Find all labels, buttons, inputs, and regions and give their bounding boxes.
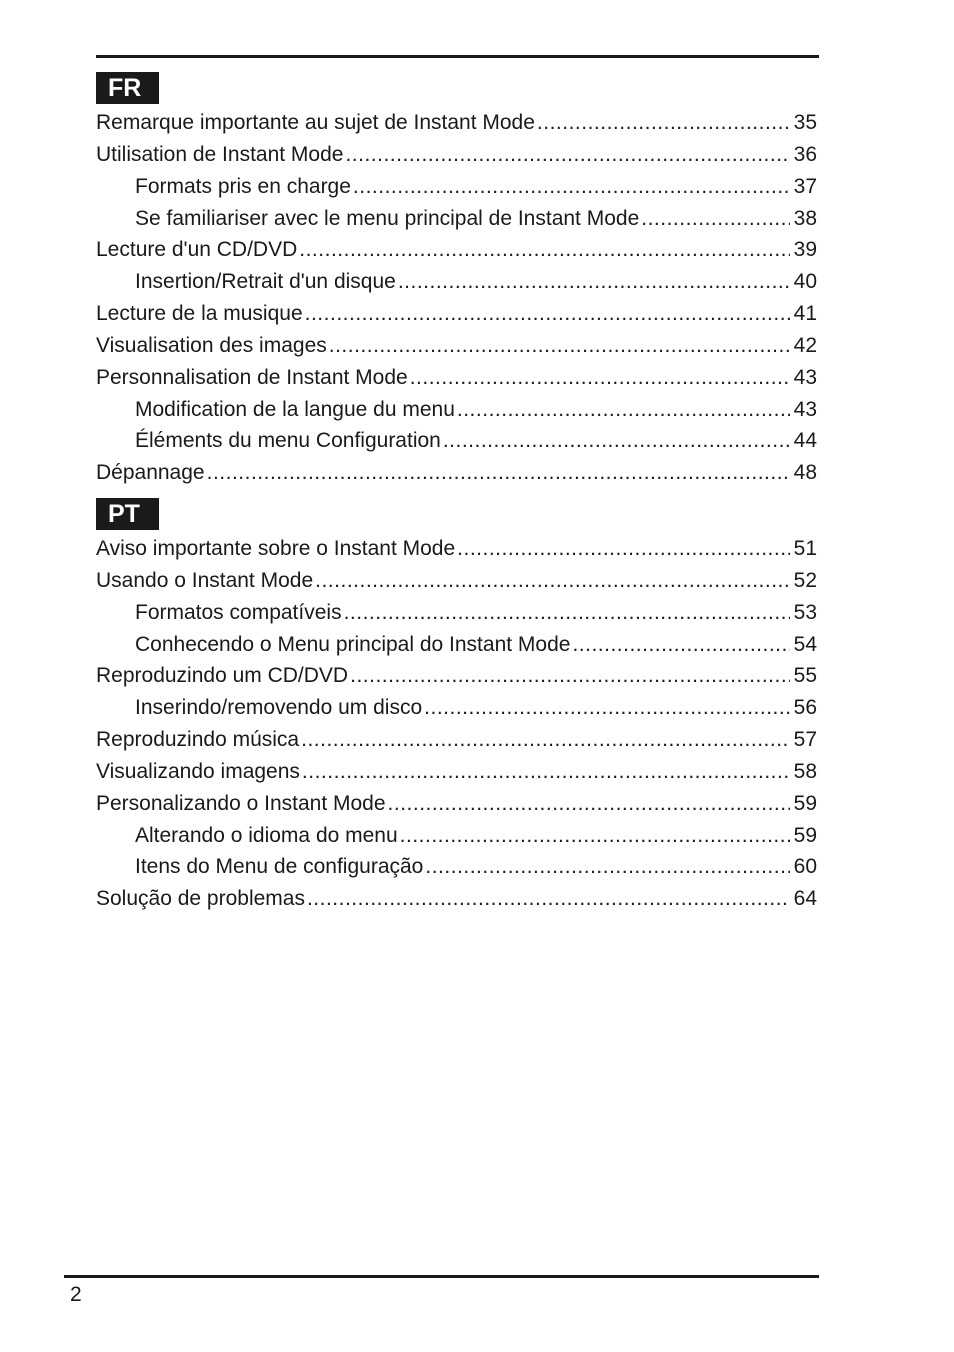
toc-entry[interactable] (96, 107, 817, 139)
top-rule (96, 55, 819, 58)
toc-entry[interactable] (96, 883, 817, 915)
toc-entry-page: 42 (793, 333, 817, 357)
toc-dot-leader (329, 330, 790, 362)
toc-entry[interactable] (96, 330, 817, 362)
toc-entry-title: Modification de la langue du menu (135, 397, 455, 421)
toc-dot-leader (302, 756, 790, 788)
toc-entry-page: 40 (793, 270, 817, 294)
toc-dot-leader (350, 660, 790, 692)
toc-entry-page: 59 (793, 791, 817, 815)
toc-entry-page: 52 (793, 568, 817, 592)
toc-dot-leader (307, 883, 790, 915)
toc-dot-leader (443, 425, 790, 457)
toc-dot-leader (305, 298, 790, 330)
toc-entry-page: 43 (793, 397, 817, 421)
toc-entry-page: 51 (793, 537, 817, 560)
toc-dot-leader (400, 820, 790, 852)
toc-dot-leader (353, 171, 790, 203)
toc-entry-title: Utilisation de Instant Mode (96, 142, 344, 166)
toc-dot-leader (301, 724, 790, 756)
toc-entry[interactable] (96, 629, 817, 661)
toc-dot-leader (457, 394, 790, 426)
toc-list-fr (96, 107, 817, 489)
toc-entry-title: Dépannage (96, 461, 205, 485)
toc-entry-page: 39 (793, 238, 817, 262)
toc-entry-title: Éléments du menu Configuration (135, 429, 441, 453)
toc-section-pt (96, 498, 817, 915)
toc-entry-title: Inserindo/removendo um disco (135, 696, 423, 720)
toc-entry[interactable] (96, 425, 817, 457)
toc-entry-title: Lecture de la musique (96, 302, 303, 326)
toc-entry-page: 43 (793, 365, 817, 389)
toc-dot-leader (398, 266, 790, 298)
toc-entry-page: 44 (793, 429, 817, 453)
toc-entry[interactable] (96, 457, 817, 489)
toc-entry-page: 58 (793, 759, 817, 783)
toc-entry[interactable] (96, 565, 817, 597)
language-badge-fr: FR (96, 72, 159, 104)
toc-entry[interactable] (96, 788, 817, 820)
toc-entry-title: Remarque importante au sujet de Instant Mode (96, 111, 535, 134)
toc-entry-title: Visualisation des images (96, 333, 327, 357)
toc-entry[interactable] (96, 394, 817, 426)
toc-entry-page: 35 (793, 111, 817, 134)
toc-entry-page: 60 (793, 855, 817, 879)
toc-entry-title: Aviso importante sobre o Instant Mode (96, 537, 456, 560)
toc-dot-leader (641, 203, 789, 235)
toc-dot-leader (457, 533, 789, 565)
toc-entry-title: Conhecendo o Menu principal do Instant Mode (135, 632, 571, 656)
bottom-rule (64, 1275, 819, 1278)
toc-entry-page: 37 (793, 174, 817, 198)
toc-entry-page: 55 (793, 664, 817, 688)
toc-entry-page: 38 (793, 206, 817, 230)
toc-entry-page: 64 (793, 887, 817, 911)
toc-entry-title: Personalizando o Instant Mode (96, 791, 386, 815)
toc-entry[interactable] (96, 266, 817, 298)
toc-entry[interactable] (96, 533, 817, 565)
toc-entry-title: Reproduzindo um CD/DVD (96, 664, 349, 688)
toc-dot-leader (315, 565, 790, 597)
toc-entry[interactable] (96, 171, 817, 203)
toc-entry-title: Usando o Instant Mode (96, 568, 314, 592)
toc-entry[interactable] (96, 362, 817, 394)
toc-entry-page: 48 (793, 461, 817, 485)
toc-entry-page: 53 (793, 600, 817, 624)
toc-entry[interactable] (96, 139, 817, 171)
toc-entry-page: 56 (793, 696, 817, 720)
toc-entry-title: Insertion/Retrait d'un disque (135, 270, 396, 294)
toc-entry[interactable] (96, 851, 817, 883)
toc-dot-leader (388, 788, 790, 820)
toc-entry[interactable] (96, 724, 817, 756)
toc-entry-page: 54 (793, 632, 817, 656)
toc-entry-page: 57 (793, 728, 817, 752)
toc-entry-title: Reproduzindo música (96, 728, 300, 752)
toc-entry-page: 41 (793, 302, 817, 326)
toc-entry[interactable] (96, 203, 817, 235)
toc-entry-title: Lecture d'un CD/DVD (96, 238, 298, 262)
toc-dot-leader (299, 234, 789, 266)
toc-dot-leader (424, 692, 789, 724)
toc-dot-leader (537, 107, 790, 139)
language-badge-pt: PT (96, 498, 159, 530)
toc-dot-leader (207, 457, 790, 489)
toc-dot-leader (345, 139, 789, 171)
toc-entry-page: 59 (793, 823, 817, 847)
toc-entry-title: Visualizando imagens (96, 759, 300, 783)
toc-entry[interactable] (96, 234, 817, 266)
toc-entry-page: 36 (793, 142, 817, 166)
toc-entry[interactable] (96, 820, 817, 852)
toc-entry-title: Formatos compatíveis (135, 600, 342, 624)
page-number: 2 (70, 1283, 82, 1306)
toc-section-fr (96, 72, 817, 489)
toc-entry-title: Alterando o idioma do menu (135, 823, 398, 847)
toc-entry-title: Solução de problemas (96, 887, 305, 911)
toc-entry-title: Se familiariser avec le menu principal de Instant Mode (135, 206, 640, 230)
toc-entry-title: Personnalisation de Instant Mode (96, 365, 408, 389)
toc-entry-title: Itens do Menu de configuração (135, 855, 424, 879)
toc-entry[interactable] (96, 597, 817, 629)
toc-list-pt (96, 533, 817, 915)
toc-entry[interactable] (96, 692, 817, 724)
toc-entry-title: Formats pris en charge (135, 174, 351, 198)
toc-dot-leader (572, 629, 789, 661)
toc-dot-leader (410, 362, 790, 394)
toc-dot-leader (425, 851, 789, 883)
toc-entry[interactable] (96, 660, 817, 692)
toc-dot-leader (344, 597, 790, 629)
toc-entry[interactable] (96, 298, 817, 330)
toc-entry[interactable] (96, 756, 817, 788)
